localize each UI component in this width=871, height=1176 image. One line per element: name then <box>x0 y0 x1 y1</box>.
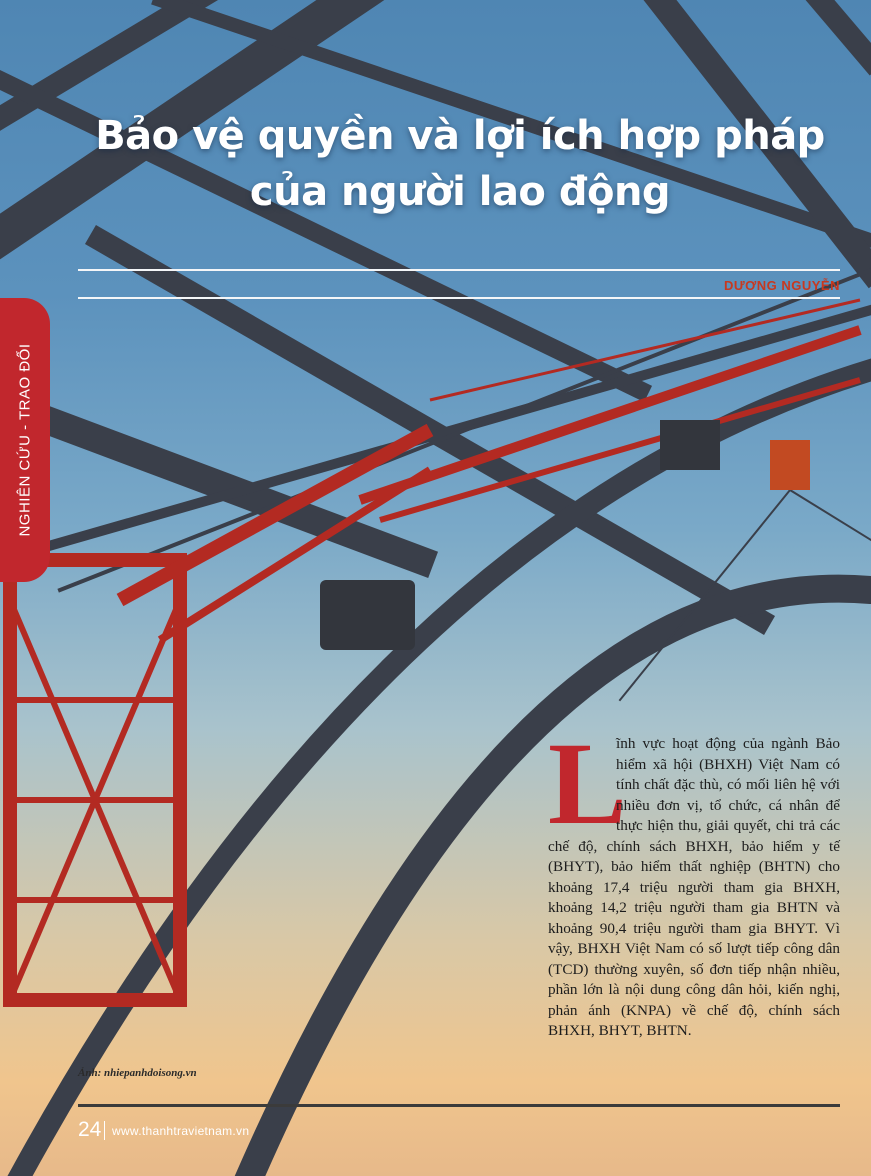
website-link[interactable]: www.thanhtravietnam.vn <box>112 1124 250 1138</box>
title-divider-bottom <box>78 297 840 299</box>
article-body-text: ĩnh vực hoạt động của ngành Bảo hiểm xã hội (BHXH) Việt Nam có tính chất đặc thù, có mối liên hệ với nhiều đơn vị, tổ chức, cá nhân để thực hiện thu, giải quyết, chi trả các chế độ, chính sách BHXH, bảo hiểm y tế (BHYT), bảo hiểm thất nghiệp (BHTN) cho khoảng 17,4 triệu người tham gia BHXH, khoảng 14,2 triệu người tham gia BHTN và khoảng 90,4 triệu người tham gia BHYT. Vì vậy, BHXH Việt Nam có số lượt tiếp công dân (TCD) thường xuyên, số đơn tiếp nhận nhiều, phần lớn là nội dung công dân hỏi, kiến nghị, phản ánh (KNPA) về chế độ, chính sách BHXH, BHYT, BHTN. <box>548 735 840 1039</box>
article-title-line-1: Bảo vệ quyền và lợi ích hợp pháp <box>95 113 825 159</box>
drop-cap: L <box>548 718 627 849</box>
footer-separator <box>104 1121 105 1140</box>
footer-divider <box>78 1104 840 1107</box>
author-byline: DƯƠNG NGUYỄN <box>724 278 840 293</box>
article-lead-paragraph <box>548 718 840 1042</box>
section-tab-label: NGHIÊN CỨU - TRAO ĐỔI <box>16 343 34 537</box>
title-divider-top <box>78 269 840 271</box>
photo-caption: Ảnh: nhiepanhdoisong.vn <box>78 1067 197 1079</box>
page-number: 24 <box>78 1118 102 1141</box>
article-title-line-2: của người lao động <box>249 169 671 215</box>
section-tab <box>0 298 50 582</box>
